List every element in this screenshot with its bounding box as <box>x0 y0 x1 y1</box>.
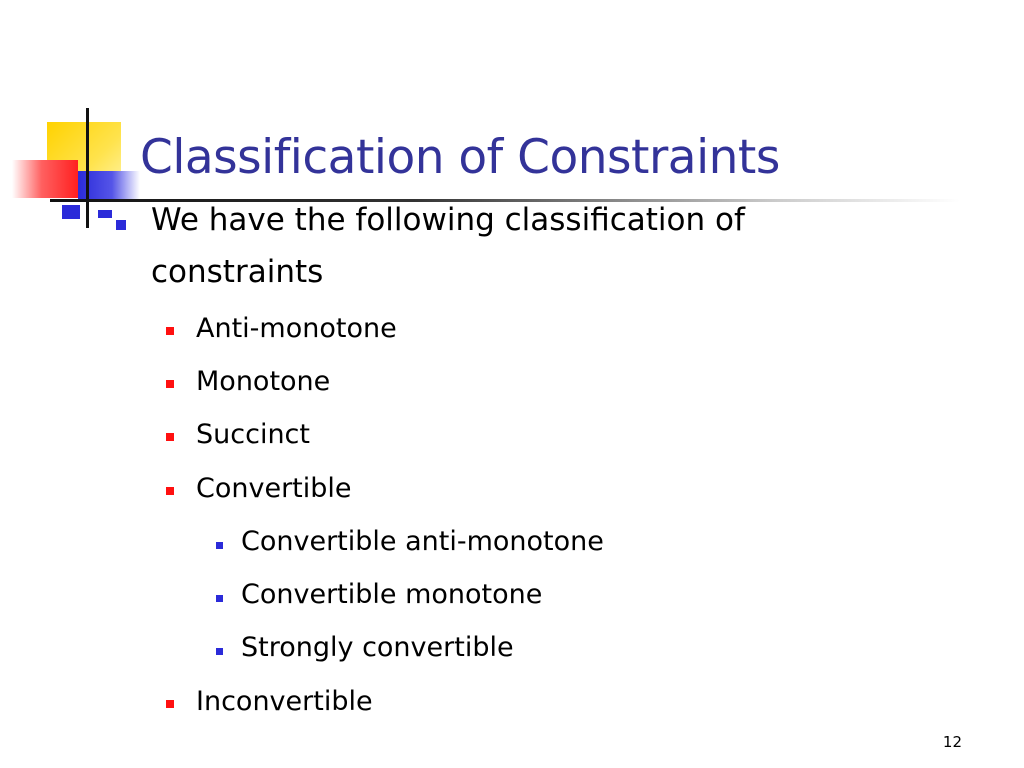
bullet-level2 <box>166 700 174 708</box>
list-item-anti-monotone: Anti-monotone <box>196 313 397 344</box>
list-item-inconvertible: Inconvertible <box>196 686 373 717</box>
bullet-level2 <box>166 487 174 495</box>
bullet-level1 <box>116 220 126 230</box>
bullet-level2 <box>166 380 174 388</box>
slide-title: Classification of Constraints <box>140 130 780 185</box>
bullet-level3 <box>216 648 223 655</box>
main-bullet-line2: constraints <box>151 254 324 290</box>
list-item-strongly-convertible: Strongly convertible <box>241 632 514 663</box>
list-item-monotone: Monotone <box>196 366 331 397</box>
bullet-level3 <box>216 542 223 549</box>
bullet-level3 <box>216 595 223 602</box>
list-item-convertible: Convertible <box>196 473 352 504</box>
list-item-succinct: Succinct <box>196 419 310 450</box>
page-number: 12 <box>942 733 962 751</box>
bullet-level2 <box>166 433 174 441</box>
main-bullet-line1: We have the following classification of <box>151 202 745 238</box>
list-item-convertible-anti-monotone: Convertible anti-monotone <box>241 526 604 557</box>
list-item-convertible-monotone: Convertible monotone <box>241 579 543 610</box>
bullet-level2 <box>166 327 174 335</box>
